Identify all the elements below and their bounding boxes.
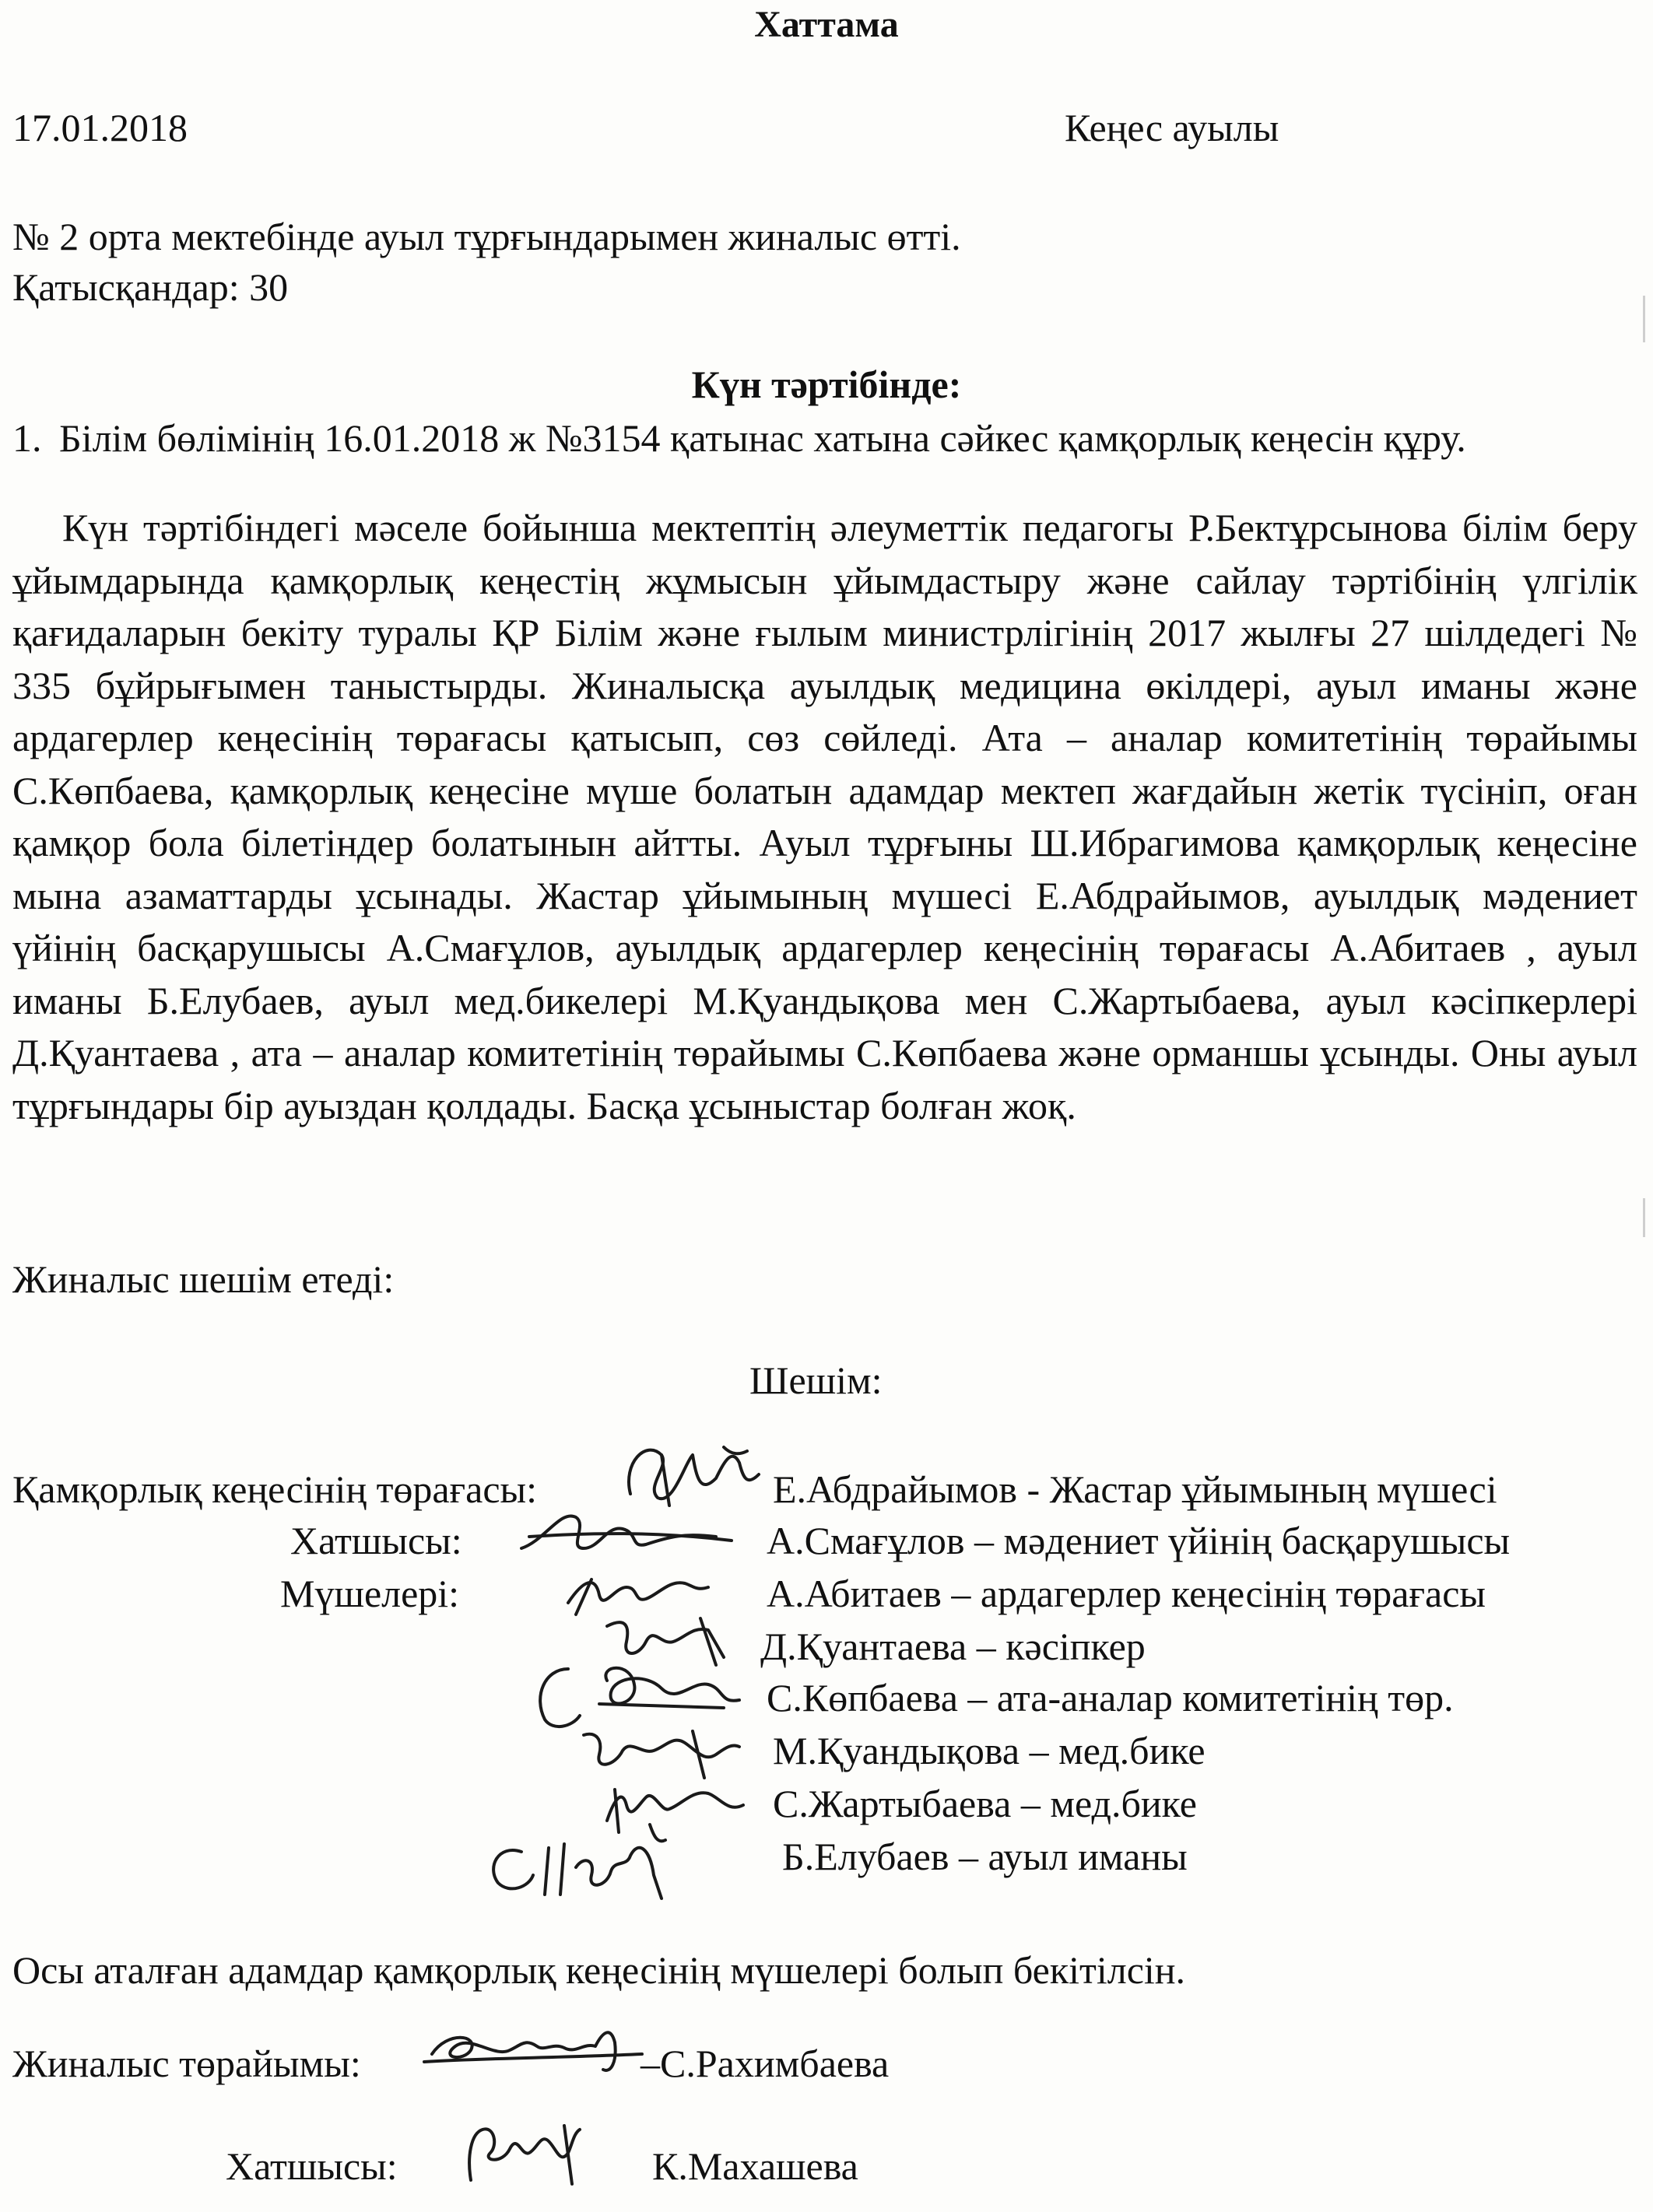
decision-intro: Жиналыс шешім етеді: — [12, 1257, 395, 1301]
council-entry: А.Смағұлов – мәдениет үйінің басқарушысы — [767, 1519, 1511, 1562]
approval-line: Осы аталған адамдар қамқорлық кеңесінің мүшелері болып бекітілсін. — [12, 1948, 1186, 1992]
scan-margin-mark — [1643, 296, 1645, 342]
footer-chair-label: Жиналыс төрайымы: — [12, 2042, 361, 2085]
footer-secretary-label: Хатшысы: — [226, 2144, 398, 2188]
council-entry: Е.Абдрайымов - Жастар ұйымының мүшесі — [773, 1467, 1497, 1511]
agenda-item-text: Білім бөлімінің 16.01.2018 ж №3154 қатынас хатына сәйкес қамқорлық кеңесін құру. — [59, 416, 1466, 460]
document-location: Кеңес ауылы — [1065, 106, 1279, 149]
signature-member — [576, 1719, 747, 1782]
council-entry: М.Қуандықова – мед.бике — [773, 1729, 1206, 1772]
body-paragraph: Күн тәртібіндегі мәселе бойынша мектептің әлеуметтік педагогы Р.Бектұрсынова білім беру ұйымдарында қамқорлық кеңестің жұмысын ұйымдастыру және сайлау тәртібінің үлгілік қағидаларын бекіту туралы ҚР Білім және ғылым министрлігінің 2017 жылғы 27 шілдедегі № 335 бұйрығымен таныстырды. Жиналысқа ауылдық медицина өкілдері, ауыл иманы және ардагерлер кеңесінің төрағасы қатысып, сөз сөйледі. Ата – аналар комитетінің төрайымы С.Көпбаева, қамқорлық кеңесіне мүше болатын адамдар мектеп жағдайын жетік түсініп, оған қамқор бола білетіндер болатынын айтты. Ауыл тұрғыны Ш.Ибрагимова қамқорлық кеңесіне мына азаматтарды ұсынады. Жастар ұйымының мүшесі Е.Абдрайымов, ауылдық мәдениет үйінің басқарушысы А.Смағұлов, ауылдық ардагерлер кеңесінің төрағасы А.Абитаев , ауыл иманы Б.Елубаев, ауыл мед.бикелері М.Қуандықова мен С.Жартыбаева, ауыл кәсіпкерлері Д.Қуантаева , ата – аналар комитетінің төрайымы С.Көпбаева және орманшы ұсынды. Оны ауыл тұрғындары бір ауыздан қолдады. Басқа ұсыныстар болған жоқ. — [12, 506, 1637, 1127]
intro-line: № 2 орта мектебінде ауыл тұрғындарымен жиналыс өтті. — [12, 215, 961, 258]
scan-margin-mark — [1643, 1198, 1645, 1237]
agenda-heading: Күн тәртібінде: — [691, 363, 962, 406]
agenda-item-number: 1. — [12, 416, 42, 460]
council-secretary-label: Хатшысы: — [290, 1519, 462, 1562]
decision-heading: Шешім: — [749, 1358, 883, 1402]
signature-meeting-secretary — [455, 2110, 588, 2196]
council-members-label: Мүшелері: — [280, 1572, 460, 1615]
participants-line: Қатысқандар: 30 — [12, 265, 289, 309]
signature-member — [475, 1813, 685, 1906]
council-entry: С.Көпбаева – ата-аналар комитетінің төр. — [767, 1676, 1454, 1719]
council-entry: С.Жартыбаева – мед.бике — [773, 1782, 1197, 1825]
council-chair-label: Қамқорлық кеңесінің төрағасы: — [12, 1467, 537, 1511]
council-entry: А.Абитаев – ардагерлер кеңесінің төрағасы — [767, 1572, 1486, 1615]
footer-chair-name: –С.Рахимбаева — [640, 2042, 890, 2085]
council-entry: Б.Елубаев – ауыл иманы — [782, 1835, 1188, 1878]
agenda-item — [12, 412, 1623, 464]
document-date: 17.01.2018 — [12, 106, 188, 149]
council-entry: Д.Қуантаева – кәсіпкер — [760, 1625, 1146, 1668]
signature-secretary — [514, 1502, 747, 1564]
footer-secretary-name: К.Махашева — [652, 2144, 858, 2188]
document-title: Хаттама — [754, 4, 899, 45]
signature-meeting-chair — [416, 2015, 650, 2085]
